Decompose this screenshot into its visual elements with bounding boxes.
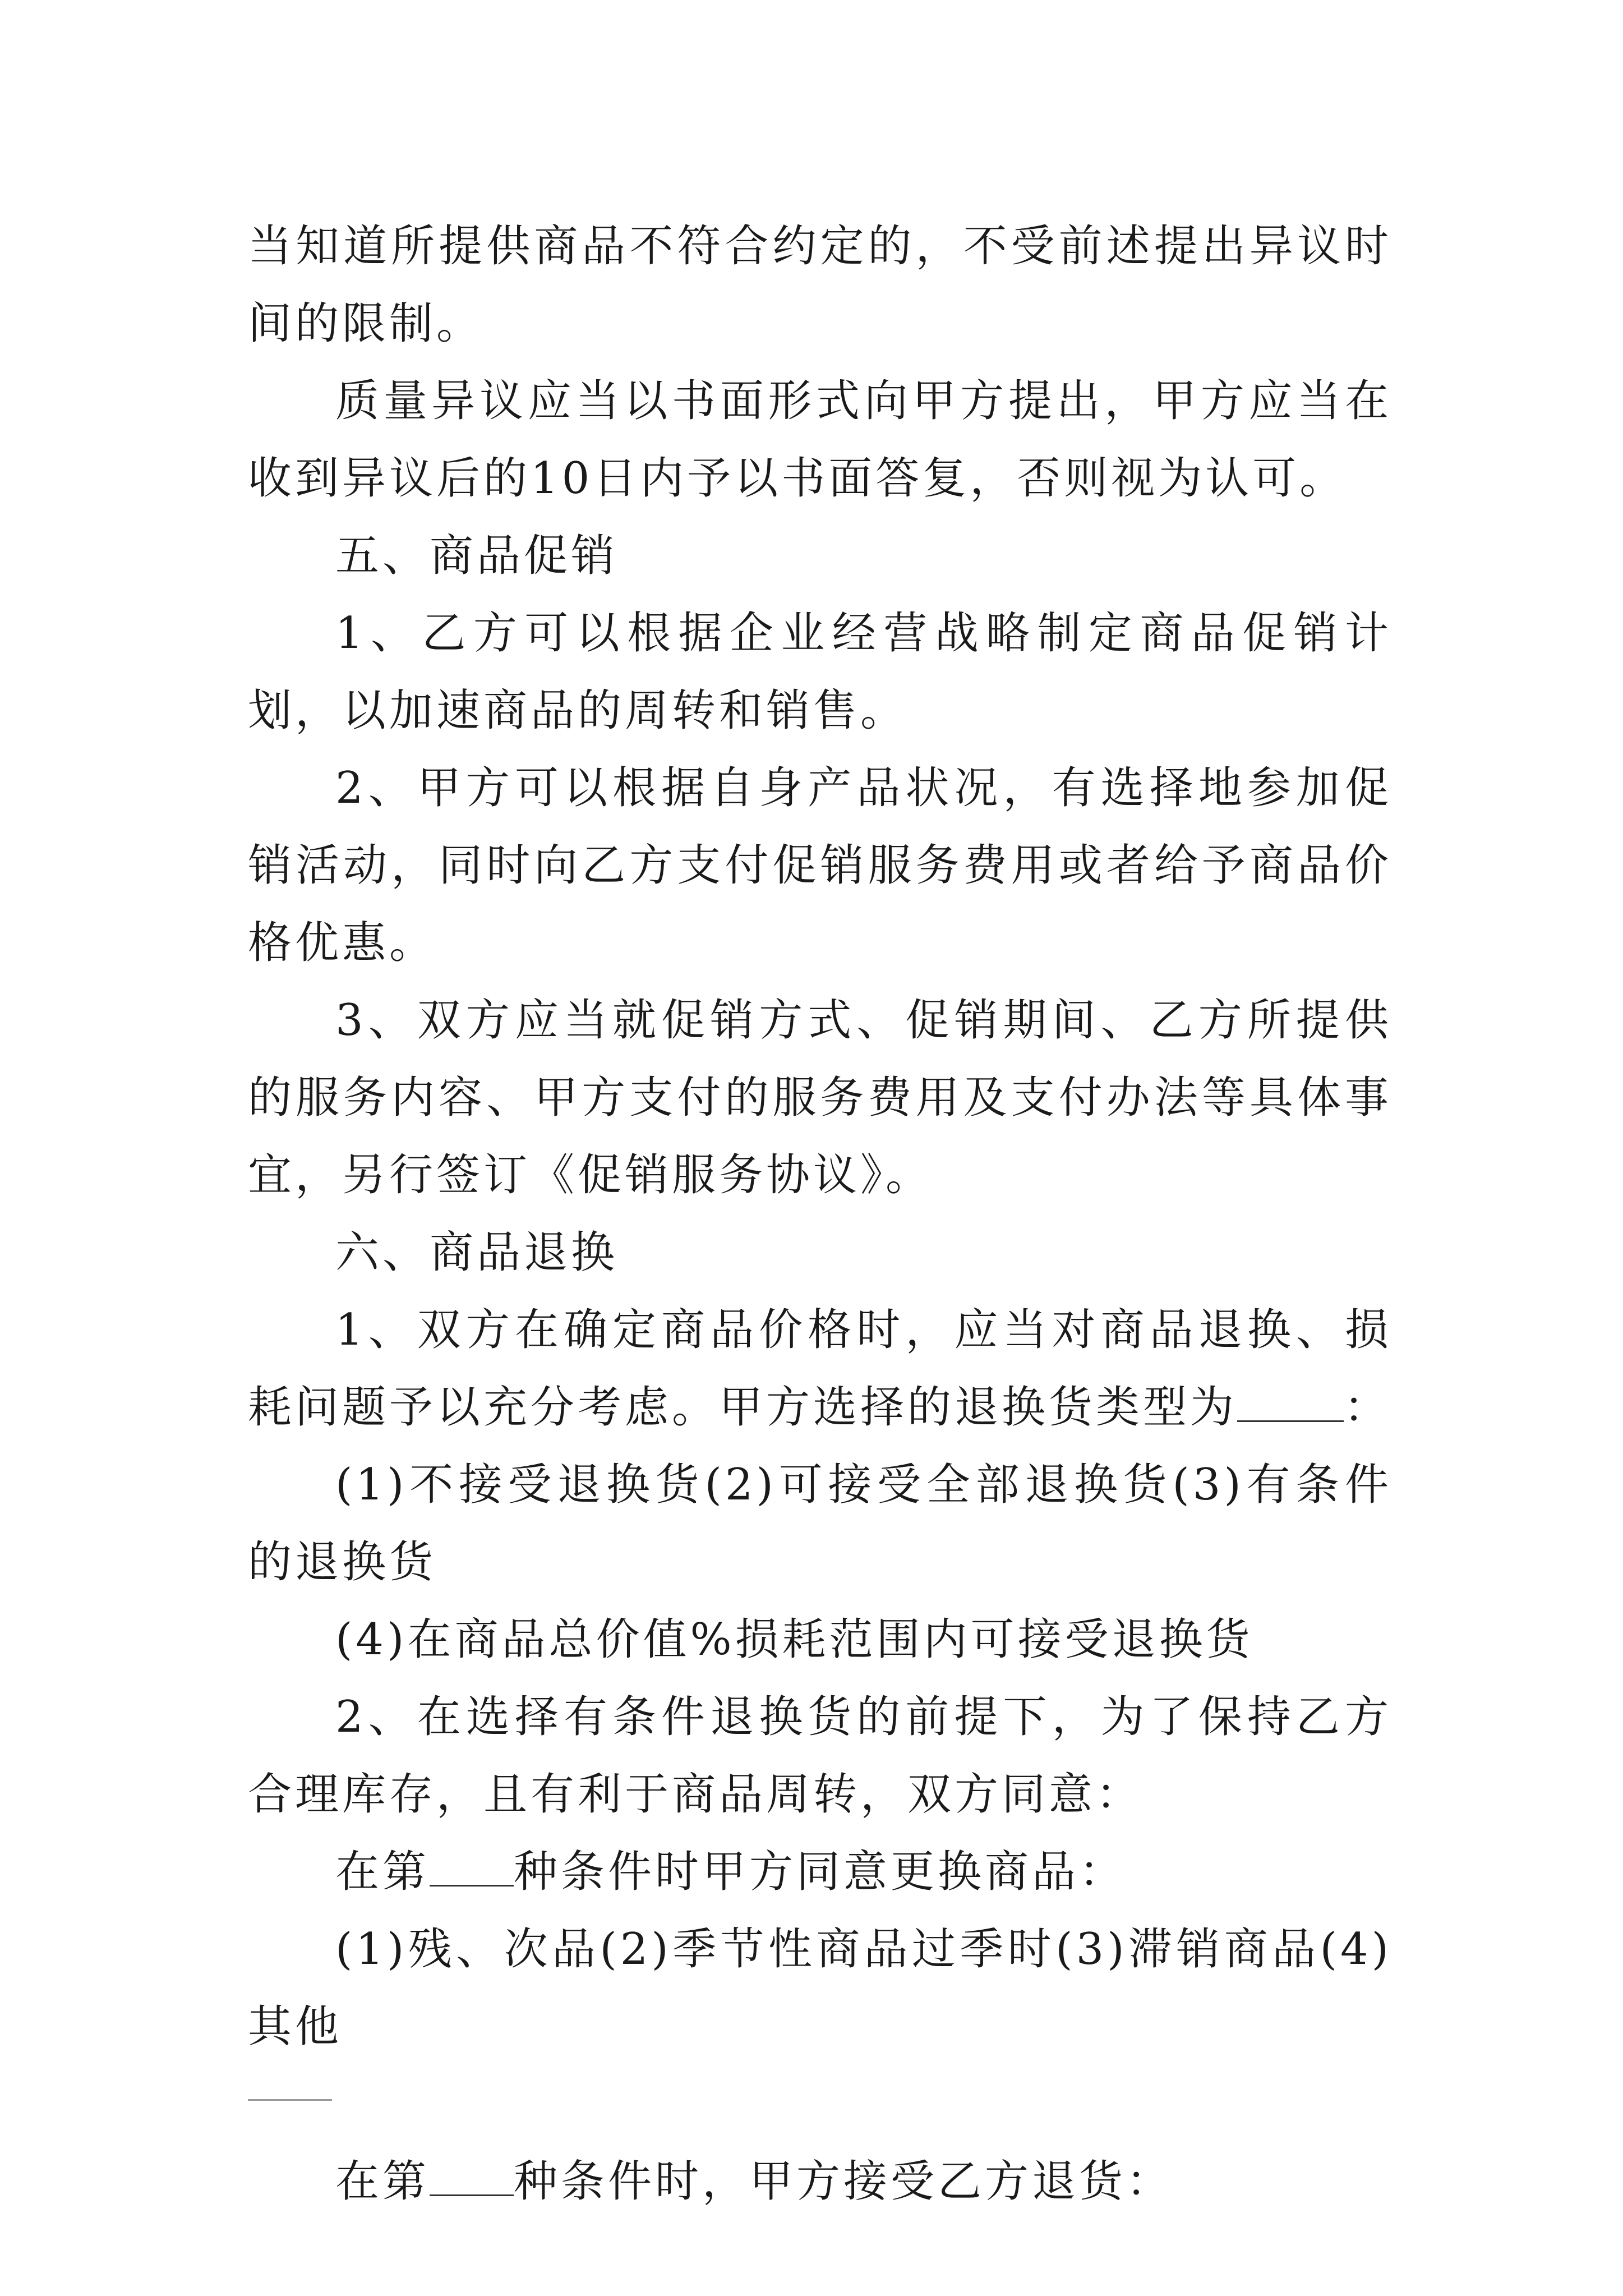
- paragraph-promotion-3: 3、双方应当就促销方式、促销期间、乙方所提供的服务内容、甲方支付的服务费用及支付办法等具体事宜，另行签订《促销服务协议》。: [248, 995, 1392, 1200]
- document-body: [248, 208, 1392, 2220]
- section-heading-promotion: 五、商品促销: [335, 531, 619, 581]
- exchange-condition-suffix: 种条件时甲方同意更换商品：: [514, 1847, 1127, 1897]
- paragraph-exchange-condition: [248, 1833, 1392, 1911]
- exchange-condition-prefix: 在第: [335, 1847, 430, 1897]
- paragraph-promotion-1: 1、乙方可以根据企业经营战略制定商品促销计划，以加速商品的周转和销售。: [248, 608, 1392, 736]
- paragraph-returns-2: 2、在选择有条件退换货的前提下，为了保持乙方合理库存，且有利于商品周转，双方同意：: [248, 1692, 1392, 1820]
- fill-in-blank-return-type: [1237, 1381, 1344, 1422]
- short-underline-rule: [248, 2099, 332, 2101]
- fill-in-blank-exchange-condition: [430, 1846, 514, 1887]
- paragraph-quality-objection-limit: 当知道所提供商品不符合约定的，不受前述提出异议时间的限制。: [248, 221, 1392, 349]
- paragraph-return-options: (1)不接受退换货(2)可接受全部退换货(3)有条件的退换货: [248, 1460, 1392, 1588]
- return-condition-suffix: 种条件时，甲方接受乙方退货：: [514, 2156, 1174, 2207]
- paragraph-promotion-2: 2、甲方可以根据自身产品状况，有选择地参加促销活动，同时向乙方支付促销服务费用或者给予商品价格优惠。: [248, 763, 1392, 968]
- fill-in-blank-return-condition: [430, 2155, 514, 2196]
- paragraph-returns-1-text: 1、双方在确定商品价格时，应当对商品退换、损耗问题予以充分考虑。甲方选择的退换货类型为: [248, 1305, 1392, 1433]
- blank-line-other: [248, 2065, 1392, 2143]
- paragraph-returns-1: [248, 1291, 1392, 1446]
- paragraph-return-condition: [248, 2143, 1392, 2220]
- section-heading-returns: 六、商品退换: [335, 1227, 619, 1278]
- return-condition-prefix: 在第: [335, 2156, 430, 2207]
- paragraph-exchange-conditions-list: (1)残、次品(2)季节性商品过季时(3)滞销商品(4)其他: [248, 1924, 1392, 2052]
- paragraph-returns-1-colon: ：: [1344, 1382, 1391, 1433]
- paragraph-written-objection: 质量异议应当以书面形式向甲方提出，甲方应当在收到异议后的10日内予以书面答复，否则视为认可。: [248, 376, 1392, 504]
- paragraph-return-option-4: (4)在商品总价值%损耗范围内可接受退换货: [335, 1614, 1253, 1665]
